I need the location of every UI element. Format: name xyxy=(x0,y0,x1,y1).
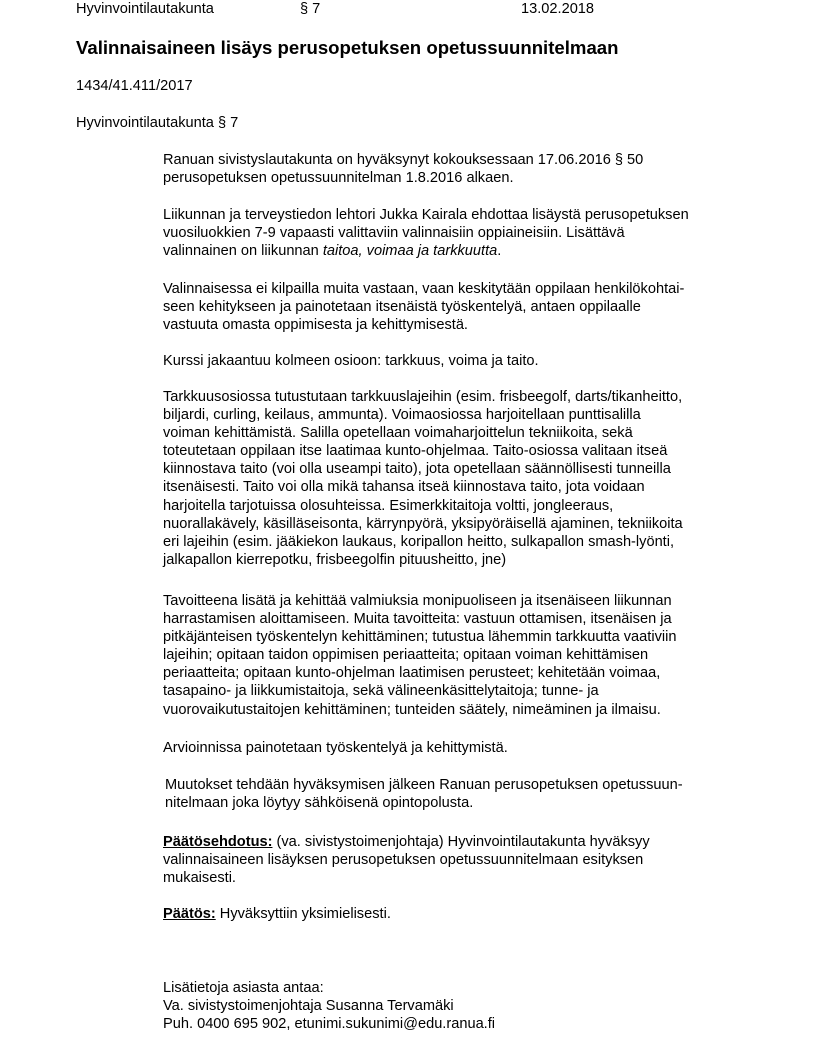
decision-label: Päätös: xyxy=(163,906,216,922)
paragraph-5 xyxy=(163,388,683,569)
text-line: Arvioinnissa painotetaan työskentelyä ja kehittymistä. xyxy=(163,740,508,756)
contact-heading: Lisätietoja asiasta antaa: xyxy=(163,980,324,996)
paragraph-7 xyxy=(163,739,508,757)
paragraph-2 xyxy=(163,206,689,260)
course-name-italic: taitoa, voimaa ja tarkkuutta xyxy=(322,243,498,260)
header-date: 13.02.2018 xyxy=(521,1,595,17)
contact-person: Va. sivistystoimenjohtaja Susanna Tervamäki xyxy=(163,998,454,1015)
text-line: lajeihin; opitaan taidon oppimisen periaatteita; opitaan voiman kehittämisen xyxy=(163,647,649,664)
text-line: tasapaino- ja liikkumistaitoja, sekä välineenkäsittelytaitoja; tunne- ja xyxy=(163,683,599,700)
header-section: § 7 xyxy=(300,1,321,17)
text-line: vuorovaikutustaitojen kehittäminen; tunteiden säätely, nimeäminen ja ilmaisu. xyxy=(163,701,661,718)
text-line: eri lajeihin (esim. jääkiekon laukaus, koripallon heitto, sulkapallon smash-lyönti, xyxy=(163,533,675,550)
decision-text: Hyväksyttiin yksimielisesti. xyxy=(215,906,391,922)
section-heading: Hyvinvointilautakunta § 7 xyxy=(76,115,239,131)
text-line: perusopetuksen opetussuunnitelman 1.8.2016 alkaen. xyxy=(163,170,514,187)
text-line: vuosiluokkien 7-9 vapaasti valittaviin valinnaisiin oppiaineisiin. Lisättävä xyxy=(163,225,625,242)
text-line: harrastamisen aloittamiseen. Muita tavoitteita: vastuun ottamisen, itsenäisen ja xyxy=(163,611,672,628)
text-line: Tavoitteena lisätä ja kehittää valmiuksia monipuoliseen ja itsenäiseen liikunnan xyxy=(163,593,672,609)
contact-details: Puh. 0400 695 902, etunimi.sukunimi@edu.ranua.fi xyxy=(163,1016,496,1033)
decision xyxy=(163,905,391,923)
text-line: Liikunnan ja terveystiedon lehtori Jukka Kairala ehdottaa lisäystä perusopetuksen xyxy=(163,207,689,223)
text-segment: . xyxy=(497,243,502,260)
text-line: Kurssi jakaantuu kolmeen osioon: tarkkuus, voima ja taito. xyxy=(163,353,539,369)
text-line: jalkapallon kierrepotku, frisbeegolfin pituusheitto, jne) xyxy=(163,551,507,568)
text-line xyxy=(163,905,391,923)
text-line: pitkäjänteisen työskentelyn kehittäminen; tutustua lähemmin tarkkuutta vaativiin xyxy=(163,629,677,646)
text-line: mukaisesti. xyxy=(163,870,236,887)
text-line: Valinnaisessa ei kilpailla muita vastaan, vaan keskitytään oppilaan henkilökohtai- xyxy=(163,281,685,297)
reference-number: 1434/41.411/2017 xyxy=(76,78,193,94)
paragraph-4 xyxy=(163,352,539,370)
text-line: toteutetaan oppilaan itse laatimaa kunto-ohjelmaa. Taito-osiossa valitaan itseä xyxy=(163,443,668,460)
text-line: periaatteita; opitaan kunto-ohjelman laatimisen perusteet; kehitetään voimaa, xyxy=(163,665,661,682)
paragraph-8 xyxy=(165,776,683,812)
paragraph-6 xyxy=(163,592,677,719)
text-line xyxy=(163,833,650,851)
paragraph-1 xyxy=(163,151,643,187)
text-line: nuorallakävely, käsilläseisonta, kärrynpyörä, yksipyöräisellä ajaminen, tekniikoita xyxy=(163,515,683,532)
text-line: nitelmaan joka löytyy sähköisenä opintopolusta. xyxy=(165,795,474,812)
text-line: valinnaisaineen lisäyksen perusopetuksen opetussuunnitelmaan esityksen xyxy=(163,852,644,869)
text-line: itsenäisesti. Taito voi olla mikä tahansa itseä kiinnostava taito, jota voidaan xyxy=(163,479,645,496)
decision-proposal xyxy=(163,833,650,887)
text-line: biljardi, curling, keilaus, ammunta). Voimaosiossa harjoitellaan punttisalilla xyxy=(163,407,641,424)
text-line: harjoitella tarjotuissa olosuhteissa. Esimerkkitaitoja voltti, jongleeraus, xyxy=(163,497,614,514)
text-line: Tarkkuusosiossa tutustutaan tarkkuuslajeihin (esim. frisbeegolf, darts/tikanheitto, xyxy=(163,389,683,405)
proposal-label: Päätösehdotus: xyxy=(163,834,273,850)
text-line: Muutokset tehdään hyväksymisen jälkeen Ranuan perusopetuksen opetussuun- xyxy=(165,777,683,793)
text-line: voiman kehittämistä. Salilla opetellaan voimaharjoittelun tekniikoita, sekä xyxy=(163,425,633,442)
text-line: Ranuan sivistyslautakunta on hyväksynyt kokouksessaan 17.06.2016 § 50 xyxy=(163,152,644,168)
document-title: Valinnaisaineen lisäys perusopetuksen opetussuunnitelmaan xyxy=(76,37,619,58)
contact-info xyxy=(163,979,495,1033)
text-segment: valinnainen on liikunnan xyxy=(163,243,323,260)
text-line: seen kehitykseen ja painotetaan itsenäistä työskentelyä, antaen oppilaalle xyxy=(163,299,641,316)
proposal-text: (va. sivistystoimenjohtaja) Hyvinvointilautakunta hyväksyy xyxy=(272,834,650,850)
text-line xyxy=(163,242,689,260)
text-line: kiinnostava taito (voi olla useampi taito), jota opetellaan säännöllisesti tunneilla xyxy=(163,461,671,478)
header-committee: Hyvinvointilautakunta xyxy=(76,1,214,17)
text-line: vastuuta omasta oppimisesta ja kehittymisestä. xyxy=(163,317,468,334)
paragraph-3 xyxy=(163,280,684,334)
